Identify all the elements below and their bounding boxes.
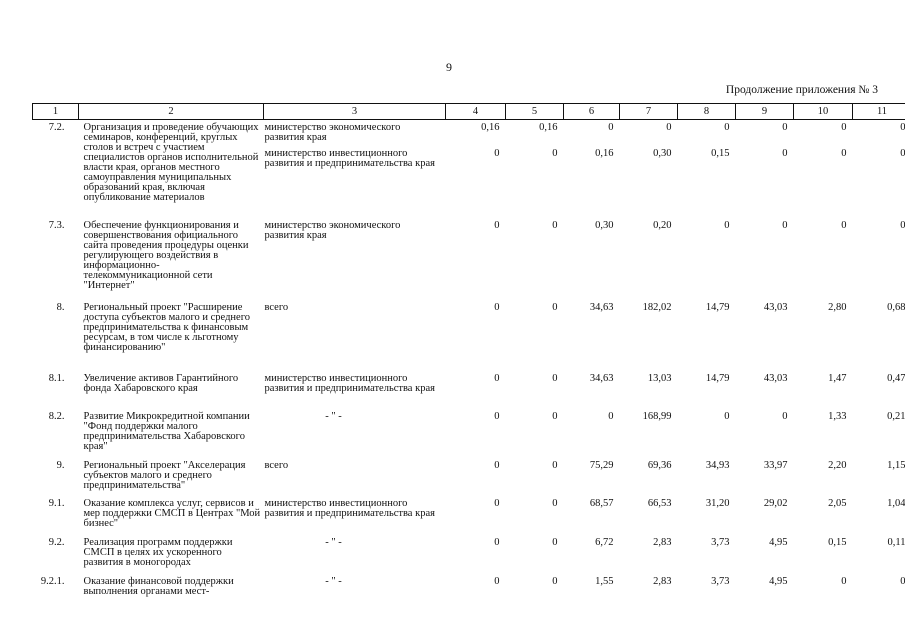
value-cell <box>736 458 794 496</box>
value: 0 <box>782 122 788 133</box>
value: 31,20 <box>705 497 730 509</box>
value-cell <box>564 574 620 604</box>
value: 0 <box>494 410 500 422</box>
value: 168,99 <box>642 410 672 422</box>
value: 0 <box>900 219 905 231</box>
row-number: 9.2. <box>48 536 65 548</box>
value-cell <box>678 120 736 218</box>
table-row <box>33 120 905 218</box>
value-cell <box>446 458 506 496</box>
value: 2,80 <box>828 301 847 313</box>
value: 0,16 <box>481 122 500 133</box>
header-cell: 3 <box>264 104 446 120</box>
executor-cell <box>264 458 446 496</box>
executor-name: министерство инвестиционного развития и предпринимательства края <box>264 148 435 169</box>
value: 14,79 <box>705 372 730 384</box>
value-cell <box>620 120 678 218</box>
value: 1,55 <box>595 575 614 587</box>
value-cell <box>564 409 620 458</box>
value: 68,57 <box>589 497 614 509</box>
value: 29,02 <box>763 497 788 509</box>
value-cell <box>620 371 678 409</box>
value-cell <box>853 458 905 496</box>
value-cell <box>620 496 678 535</box>
value-cell <box>736 300 794 371</box>
value-cell <box>506 409 564 458</box>
header-cell: 8 <box>678 104 736 120</box>
value: 0 <box>666 122 672 133</box>
value-cell <box>678 300 736 371</box>
row-number: 9.2.1. <box>40 575 65 587</box>
value: 1,15 <box>887 459 905 471</box>
value: 0,11 <box>887 536 905 548</box>
executor-name: - " - <box>325 575 342 587</box>
row-title: Увеличение активов Гарантийного фонда Хабаровского края <box>83 372 239 394</box>
value: 0,15 <box>828 536 847 548</box>
value: 2,20 <box>828 459 847 471</box>
value: 43,03 <box>763 301 788 313</box>
value-cell <box>506 496 564 535</box>
row-number: 7.2. <box>48 122 65 133</box>
row-title: Оказание финансовой поддержки выполнения органами мест- <box>83 575 234 597</box>
executor-name: - " - <box>325 536 342 548</box>
value: 0 <box>841 219 847 231</box>
value: 1,47 <box>828 372 847 384</box>
table-row <box>33 458 905 496</box>
value: 0,30 <box>595 219 614 231</box>
value: 2,05 <box>828 497 847 509</box>
row-title: Развитие Микрокредитной компании "Фонд поддержки малого предпринимательства Хабаровского края" <box>83 410 250 452</box>
header-cell: 5 <box>506 104 564 120</box>
executor-name: - " - <box>325 410 342 422</box>
value-cell <box>678 371 736 409</box>
value-cell <box>506 300 564 371</box>
value: 0 <box>782 148 788 159</box>
program-table <box>32 103 905 604</box>
value-cell <box>678 409 736 458</box>
value-cell <box>736 409 794 458</box>
value: 34,93 <box>705 459 730 471</box>
value-cell <box>446 574 506 604</box>
value-cell <box>853 409 905 458</box>
value: 0 <box>724 219 730 231</box>
value: 0 <box>552 301 558 313</box>
value-cell <box>506 120 564 218</box>
header-cell: 1 <box>33 104 79 120</box>
value: 0 <box>552 410 558 422</box>
value-cell <box>620 300 678 371</box>
value: 0 <box>552 219 558 231</box>
value-cell <box>736 496 794 535</box>
executor-cell <box>264 300 446 371</box>
value: 0 <box>552 459 558 471</box>
header-cell: 10 <box>794 104 853 120</box>
value-cell <box>446 409 506 458</box>
executor-name: всего <box>264 301 289 313</box>
value-cell <box>678 535 736 574</box>
value-cell <box>506 458 564 496</box>
value-cell <box>620 218 678 300</box>
value-cell <box>736 535 794 574</box>
value: 0 <box>494 459 500 471</box>
value: 0 <box>552 536 558 548</box>
value: 0 <box>494 575 500 587</box>
header-cell: 7 <box>620 104 678 120</box>
value-cell <box>794 574 853 604</box>
value: 0 <box>841 122 847 133</box>
value-cell <box>506 574 564 604</box>
value-cell <box>678 496 736 535</box>
value-cell <box>794 371 853 409</box>
value-cell <box>794 496 853 535</box>
value-cell <box>506 371 564 409</box>
row-title: Обеспечение функционирования и совершенствования официального сайта проведения процедуры оценки регулирующего воздействия в информационно-телекоммуникационной сети "Интернет" <box>83 219 249 291</box>
value: 0,21 <box>887 410 905 422</box>
value: 2,83 <box>653 536 672 548</box>
value-cell <box>678 218 736 300</box>
value: 0 <box>494 301 500 313</box>
value-cell <box>564 120 620 218</box>
row-title: Реализация программ поддержки СМСП в целях их ускоренного развития в моногородах <box>83 536 233 568</box>
row-number: 8.2. <box>48 410 65 422</box>
value-cell <box>446 371 506 409</box>
value: 3,73 <box>711 536 730 548</box>
row-number: 8.1. <box>48 372 65 384</box>
value: 14,79 <box>705 301 730 313</box>
value: 0,15 <box>711 148 730 159</box>
value: 0 <box>900 575 905 587</box>
value: 13,03 <box>647 372 672 384</box>
executor-name: министерство экономического развития края <box>264 122 401 143</box>
value: 0 <box>494 497 500 509</box>
value: 0 <box>900 148 905 159</box>
value: 33,97 <box>763 459 788 471</box>
header-cell: 6 <box>564 104 620 120</box>
value: 69,36 <box>647 459 672 471</box>
executor-cell <box>264 218 446 300</box>
value-cell <box>736 218 794 300</box>
value-cell <box>506 535 564 574</box>
header-cell: 4 <box>446 104 506 120</box>
value-cell <box>853 496 905 535</box>
value: 4,95 <box>769 575 788 587</box>
executor-name: министерство экономического развития края <box>264 219 401 241</box>
executor-cell <box>264 409 446 458</box>
value: 0,16 <box>595 148 614 159</box>
row-number: 9. <box>56 459 65 471</box>
header-cell: 11 <box>853 104 905 120</box>
table-row <box>33 409 905 458</box>
value-cell <box>446 496 506 535</box>
value: 0 <box>782 219 788 231</box>
continuation-label: Продолжение приложения № 3 <box>725 84 878 96</box>
value-cell <box>794 409 853 458</box>
value: 0 <box>782 410 788 422</box>
value: 0 <box>724 122 730 133</box>
value-cell <box>446 300 506 371</box>
executor-cell <box>264 574 446 604</box>
value: 0,16 <box>539 122 558 133</box>
executor-name: министерство инвестиционного развития и предпринимательства края <box>264 372 435 394</box>
value: 0 <box>608 410 614 422</box>
value-cell <box>853 218 905 300</box>
value: 0 <box>552 497 558 509</box>
value-cell <box>620 574 678 604</box>
table-row <box>33 496 905 535</box>
value: 4,95 <box>769 536 788 548</box>
value: 0 <box>900 122 905 133</box>
header-cell: 2 <box>79 104 264 120</box>
value: 0 <box>494 536 500 548</box>
table-row <box>33 535 905 574</box>
value: 0 <box>552 372 558 384</box>
row-title: Оказание комплекса услуг, сервисов и мер поддержки СМСП в Центрах "Мой бизнес" <box>83 497 261 529</box>
value: 0,20 <box>653 219 672 231</box>
executor-cell <box>264 535 446 574</box>
value-cell <box>564 300 620 371</box>
value-cell <box>736 574 794 604</box>
value: 43,03 <box>763 372 788 384</box>
row-title: Организация и проведение обучающих семинаров, конференций, круглых столов и встреч с участием специалистов органов исполнительной власти края, органов местного самоуправления муниципальных образований края, включая опубликование материалов <box>83 122 259 203</box>
value: 0,47 <box>887 372 905 384</box>
table-row <box>33 218 905 300</box>
value: 0 <box>494 219 500 231</box>
page-number: 9 <box>446 60 452 74</box>
value: 182,02 <box>642 301 672 313</box>
row-title: Региональный проект "Расширение доступа субъектов малого и среднего предпринимательства к финансовым ресурсам, в том числе к льготному финансированию" <box>83 301 250 353</box>
value-cell <box>853 371 905 409</box>
table-row <box>33 300 905 371</box>
value-cell <box>620 458 678 496</box>
value-cell <box>794 300 853 371</box>
value-cell <box>794 218 853 300</box>
value-cell <box>446 535 506 574</box>
value-cell <box>620 535 678 574</box>
value: 0 <box>841 148 847 159</box>
row-number: 9.1. <box>48 497 65 509</box>
value-cell <box>564 218 620 300</box>
value-cell <box>794 535 853 574</box>
header-row <box>33 104 905 120</box>
value: 2,83 <box>653 575 672 587</box>
value: 0 <box>494 148 500 159</box>
value: 0,30 <box>653 148 672 159</box>
value-cell <box>736 371 794 409</box>
value-cell <box>853 300 905 371</box>
value: 34,63 <box>589 301 614 313</box>
value: 6,72 <box>595 536 614 548</box>
value: 1,04 <box>887 497 905 509</box>
executor-cell <box>264 496 446 535</box>
value-cell <box>564 458 620 496</box>
value-cell <box>564 496 620 535</box>
value: 34,63 <box>589 372 614 384</box>
value-cell <box>678 574 736 604</box>
value-cell <box>446 218 506 300</box>
executor-cell <box>264 120 446 218</box>
executor-cell <box>264 371 446 409</box>
value-cell <box>853 120 905 218</box>
value-cell <box>564 371 620 409</box>
value: 66,53 <box>647 497 672 509</box>
row-title: Региональный проект "Акселерация субъектов малого и среднего предпринимательства" <box>83 459 246 491</box>
executor-name: министерство инвестиционного развития и предпринимательства края <box>264 497 435 519</box>
row-number: 8. <box>56 301 65 313</box>
executor-name: всего <box>264 459 289 471</box>
value: 75,29 <box>589 459 614 471</box>
value-cell <box>853 574 905 604</box>
value: 0 <box>552 148 558 159</box>
table-row <box>33 371 905 409</box>
value: 0 <box>841 575 847 587</box>
value: 0 <box>494 372 500 384</box>
value: 0 <box>608 122 614 133</box>
value: 1,33 <box>828 410 847 422</box>
table-row <box>33 574 905 604</box>
value-cell <box>794 120 853 218</box>
value-cell <box>506 218 564 300</box>
value: 0 <box>552 575 558 587</box>
value-cell <box>564 535 620 574</box>
value-cell <box>446 120 506 218</box>
value-cell <box>678 458 736 496</box>
value-cell <box>620 409 678 458</box>
value: 0 <box>724 410 730 422</box>
value-cell <box>853 535 905 574</box>
value: 0,68 <box>887 301 905 313</box>
header-cell: 9 <box>736 104 794 120</box>
row-number: 7.3. <box>48 219 65 231</box>
value: 3,73 <box>711 575 730 587</box>
value-cell <box>736 120 794 218</box>
value-cell <box>794 458 853 496</box>
